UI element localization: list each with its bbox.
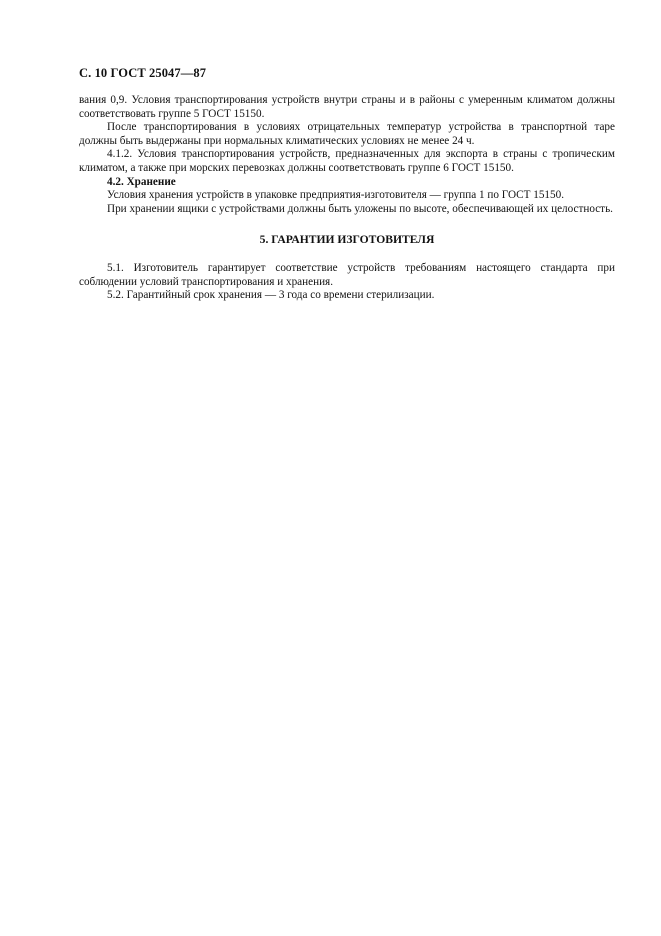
section-5-title: 5. ГАРАНТИИ ИЗГОТОВИТЕЛЯ: [259, 233, 435, 247]
paragraph-negative-temperatures: После транспортирования в условиях отрицательных температур устройства в транспортной таре должны быть выдержаны при нормальных климатических условиях не менее 24 ч.: [79, 121, 615, 147]
running-header: С. 10 ГОСТ 25047—87: [79, 66, 207, 80]
paragraph-4-1-2: 4.1.2. Условия транспортирования устройств, предназначенных для экспорта в страны с тропическим климатом, а также при морских перевозках должны соответствовать группе 6 ГОСТ 15150.: [79, 148, 615, 174]
paragraph-continuation: вания 0,9. Условия транспортирования устройств внутри страны и в районы с умеренным климатом должны соответствовать группе 5 ГОСТ 15150.: [79, 94, 615, 120]
paragraph-storage-conditions: Условия хранения устройств в упаковке предприятия-изготовителя — группа 1 по ГОСТ 15150.: [107, 189, 565, 202]
subheading-4-2: 4.2. Хранение: [107, 175, 176, 188]
paragraph-storage-boxes: При хранении ящики с устройствами должны быть уложены по высоте, обеспечивающей их целостность.: [107, 202, 613, 215]
document-body: [79, 94, 615, 303]
paragraph-5-1: 5.1. Изготовитель гарантирует соответствие устройств требованиям настоящего стандарта при соблюдении условий транспортирования и хранения.: [79, 261, 615, 288]
paragraph-5-2: 5.2. Гарантийный срок хранения — 3 года со времени стерилизации.: [107, 289, 435, 302]
